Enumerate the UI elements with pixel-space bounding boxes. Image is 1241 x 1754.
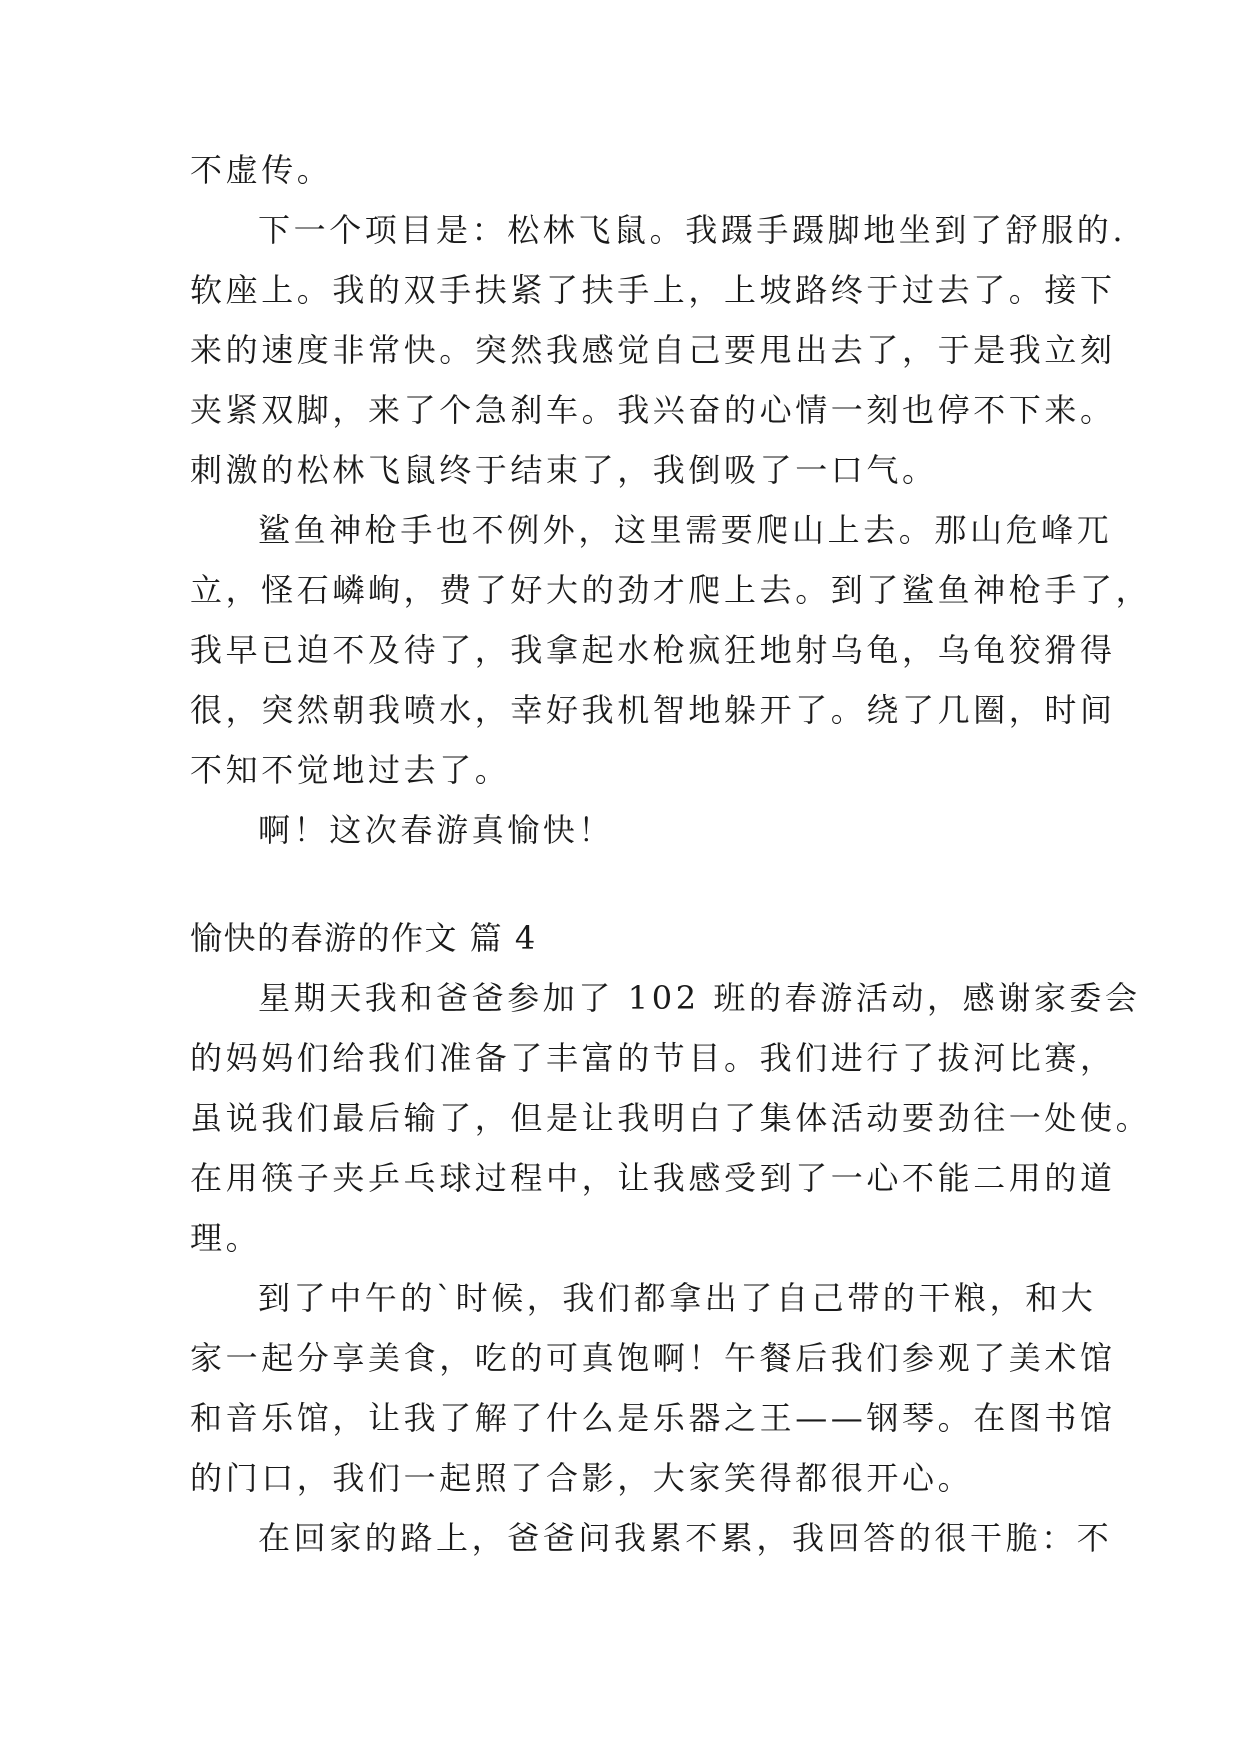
text-line: 的妈妈们给我们准备了丰富的节目。我们进行了拔河比赛， bbox=[190, 1039, 1116, 1077]
section-heading: 愉快的春游的作文 篇 4 bbox=[190, 919, 537, 957]
text-line: 很，突然朝我喷水，幸好我机智地躲开了。绕了几圈，时间 bbox=[190, 691, 1116, 729]
text-line: 理。 bbox=[190, 1219, 262, 1257]
paragraph-start-line: 在回家的路上，爸爸问我累不累，我回答的很干脆：不 bbox=[258, 1519, 1113, 1557]
text-line: 刺激的松林飞鼠终于结束了，我倒吸了一口气。 bbox=[190, 451, 938, 489]
text-line: 来的速度非常快。突然我感觉自己要甩出去了，于是我立刻 bbox=[190, 331, 1116, 369]
text-line: 家一起分享美食，吃的可真饱啊！午餐后我们参观了美术馆 bbox=[190, 1339, 1116, 1377]
paragraph-start-line: 下一个项目是：松林飞鼠。我蹑手蹑脚地坐到了舒服的. bbox=[258, 211, 1127, 249]
text-line: 虽说我们最后输了，但是让我明白了集体活动要劲往一处使。 bbox=[190, 1099, 1152, 1137]
text-line: 软座上。我的双手扶紧了扶手上，上坡路终于过去了。接下 bbox=[190, 271, 1116, 309]
text-line: 在用筷子夹乒乓球过程中，让我感受到了一心不能二用的道 bbox=[190, 1159, 1116, 1197]
text-line: 不知不觉地过去了。 bbox=[190, 751, 511, 789]
paragraph-start-line: 星期天我和爸爸参加了 102 班的春游活动，感谢家委会 bbox=[258, 979, 1141, 1017]
text-line: 我早已迫不及待了，我拿起水枪疯狂地射乌龟，乌龟狡猾得 bbox=[190, 631, 1116, 669]
text-line: 夹紧双脚，来了个急刹车。我兴奋的心情一刻也停不下来。 bbox=[190, 391, 1116, 429]
text-line: 不虚传。 bbox=[190, 151, 333, 189]
paragraph-start-line: 啊！这次春游真愉快！ bbox=[258, 811, 615, 849]
text-line: 立，怪石嶙峋，费了好大的劲才爬上去。到了鲨鱼神枪手了， bbox=[190, 571, 1152, 609]
text-line: 的门口，我们一起照了合影，大家笑得都很开心。 bbox=[190, 1459, 974, 1497]
text-line: 和音乐馆，让我了解了什么是乐器之王——钢琴。在图书馆 bbox=[190, 1399, 1116, 1437]
paragraph-start-line: 到了中午的`时候，我们都拿出了自己带的干粮，和大 bbox=[258, 1279, 1097, 1317]
paragraph-start-line: 鲨鱼神枪手也不例外，这里需要爬山上去。那山危峰兀 bbox=[258, 511, 1113, 549]
